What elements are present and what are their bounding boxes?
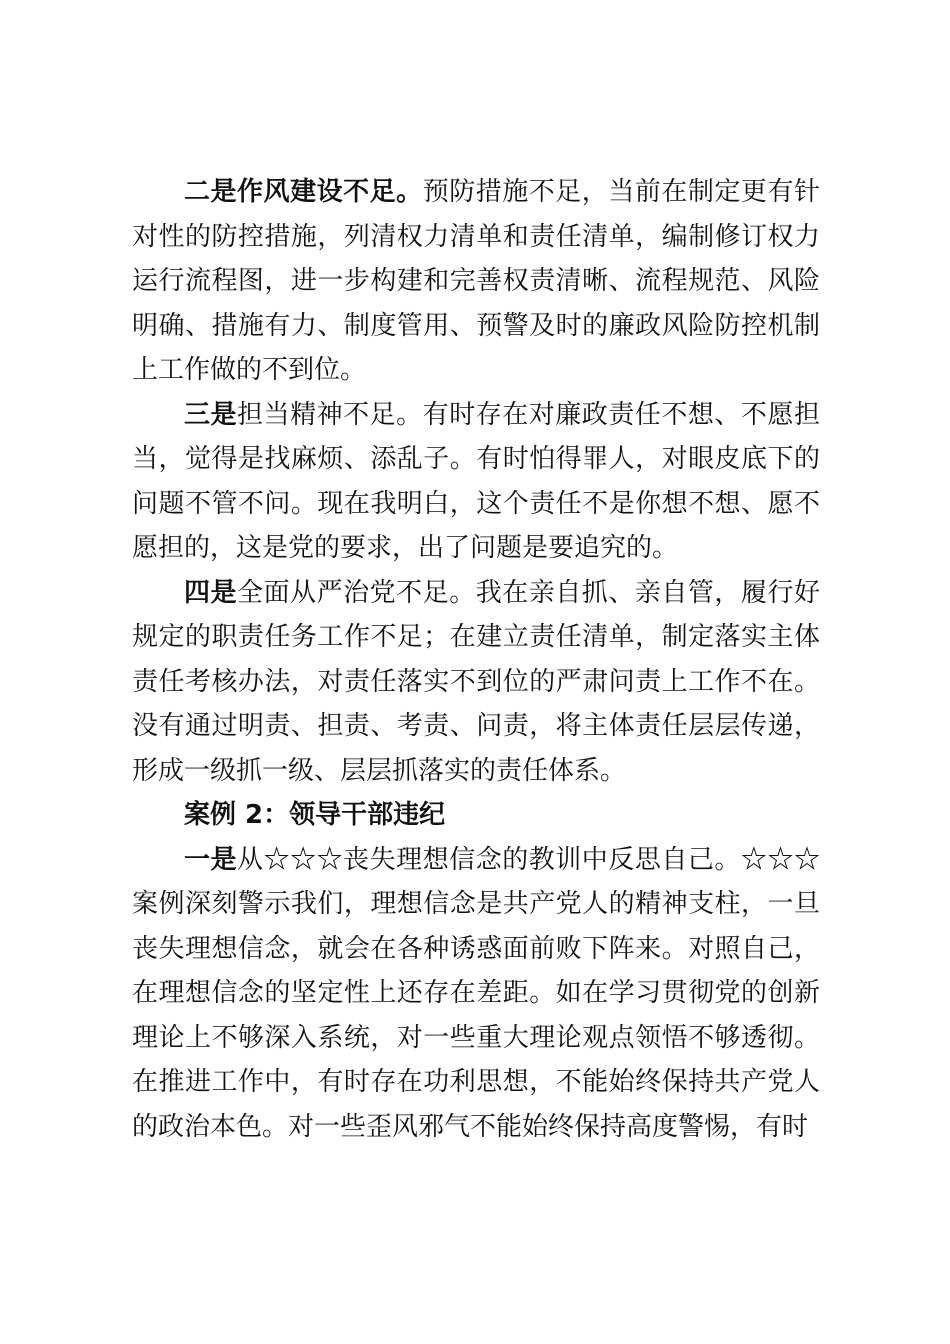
paragraph-ideals xyxy=(132,838,820,1150)
paragraph-lead: 一是 xyxy=(184,844,238,875)
paragraph-text: 担当精神不足。有时存在对廉政责任不想、不愿担当，觉得是找麻烦、添乱子。有时怕得罪人，对眼皮底下的问题不管不问。现在我明白，这个责任不是你想不想、愿不愿担的，这是党的要求，出了问题是要追究的。 xyxy=(132,399,820,563)
paragraph-lead: 三是 xyxy=(184,399,238,430)
paragraph-responsibility xyxy=(132,393,820,571)
paragraph-text: 从☆☆☆丧失理想信念的教训中反思自己。☆☆☆案例深刻警示我们，理想信念是共产党人的精神支柱，一旦丧失理想信念，就会在各种诱惑面前败下阵来。对照自己，在理想信念的坚定性上还存在差距。如在学习贯彻党的创新理论上不够深入系统，对一些重大理论观点领悟不够透彻。在推进工作中，有时存在功利思想，不能始终保持共产党人的政治本色。对一些歪风邪气不能始终保持高度警惕，有时 xyxy=(132,844,820,1142)
paragraph-party-governance xyxy=(132,571,820,794)
paragraph-text: 全面从严治党不足。我在亲自抓、亲自管，履行好规定的职责任务工作不足；在建立责任清单，制定落实主体责任考核办法，对责任落实不到位的严肃问责上工作不在。没有通过明责、担责、考责、问责，将主体责任层层传递，形成一级抓一级、层层抓落实的责任体系。 xyxy=(132,577,820,786)
paragraph-work-style xyxy=(132,170,820,393)
document-body xyxy=(132,170,820,1149)
paragraph-lead: 四是 xyxy=(184,577,238,608)
paragraph-lead: 二是作风建设不足。 xyxy=(184,177,423,207)
paragraph-text: 预防措施不足，当前在制定更有针对性的防控措施，列清权力清单和责任清单，编制修订权力运行流程图，进一步构建和完善权责清晰、流程规范、风险明确、措施有力、制度管用、预警及时的廉政风险防控机制上工作做的不到位。 xyxy=(132,177,820,385)
case-heading: 案例 2：领导干部违纪 xyxy=(184,800,446,830)
